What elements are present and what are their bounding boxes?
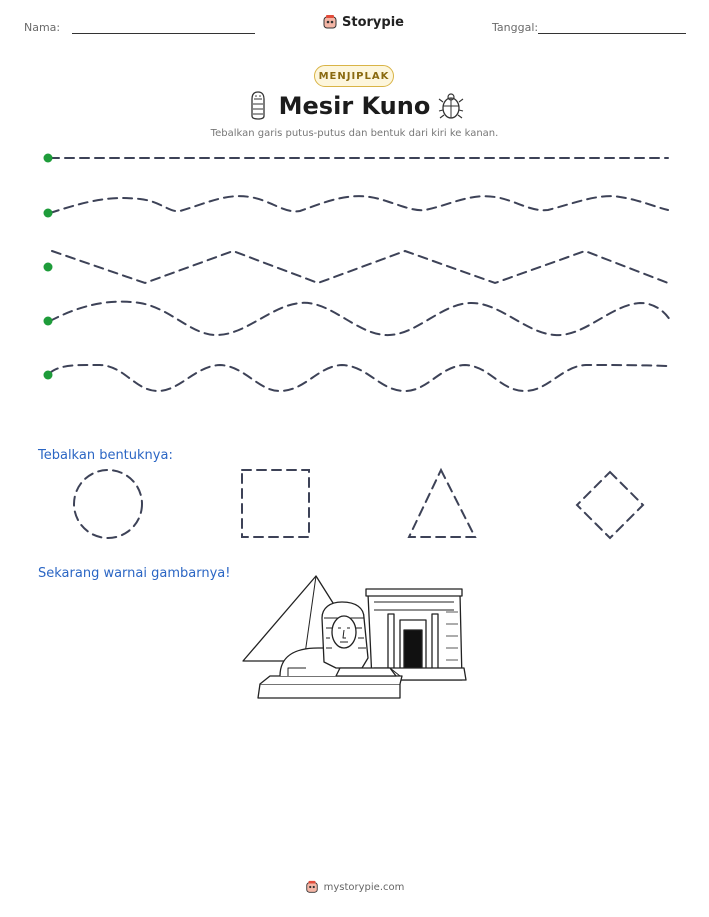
start-dot-1 xyxy=(44,154,53,163)
start-dot-5 xyxy=(44,371,53,380)
shape-diamond xyxy=(577,472,643,538)
tracing-line-wave-1 xyxy=(50,196,668,213)
date-write-line[interactable] xyxy=(538,33,686,34)
instruction-text: Tebalkan garis putus-putus dan bentuk dari kiri ke kanan. xyxy=(210,128,499,139)
brand-name: Storypie xyxy=(342,14,404,30)
date-label: Tanggal: xyxy=(492,21,539,34)
name-label: Nama: xyxy=(24,21,61,34)
shape-circle xyxy=(74,470,142,538)
egypt-illustration[interactable] xyxy=(240,572,470,702)
storypie-mascot-icon xyxy=(305,880,319,894)
start-dot-3 xyxy=(44,263,53,272)
start-dot-4 xyxy=(44,317,53,326)
tracing-lines-area xyxy=(0,140,709,400)
tracing-line-wave-3 xyxy=(50,365,668,391)
scarab-beetle-icon xyxy=(438,92,464,120)
footer xyxy=(0,880,709,894)
storypie-mascot-icon xyxy=(322,14,338,30)
tracing-shapes xyxy=(0,460,709,550)
tracing-line-zigzag xyxy=(52,251,668,283)
shape-triangle xyxy=(409,470,475,537)
footer-url[interactable]: mystorypie.com xyxy=(323,881,405,893)
worksheet-badge: MENJIPLAK xyxy=(314,65,394,87)
temple xyxy=(366,589,466,680)
shape-square xyxy=(242,470,309,537)
name-write-line[interactable] xyxy=(72,33,255,34)
start-dot-2 xyxy=(44,209,53,218)
brand-logo xyxy=(322,14,404,30)
color-section-heading: Sekarang warnai gambarnya! xyxy=(38,566,231,581)
page-title: Mesir Kuno xyxy=(278,92,431,120)
shapes-section-heading: Tebalkan bentuknya: xyxy=(38,448,173,463)
tracing-line-wave-2 xyxy=(50,302,670,336)
